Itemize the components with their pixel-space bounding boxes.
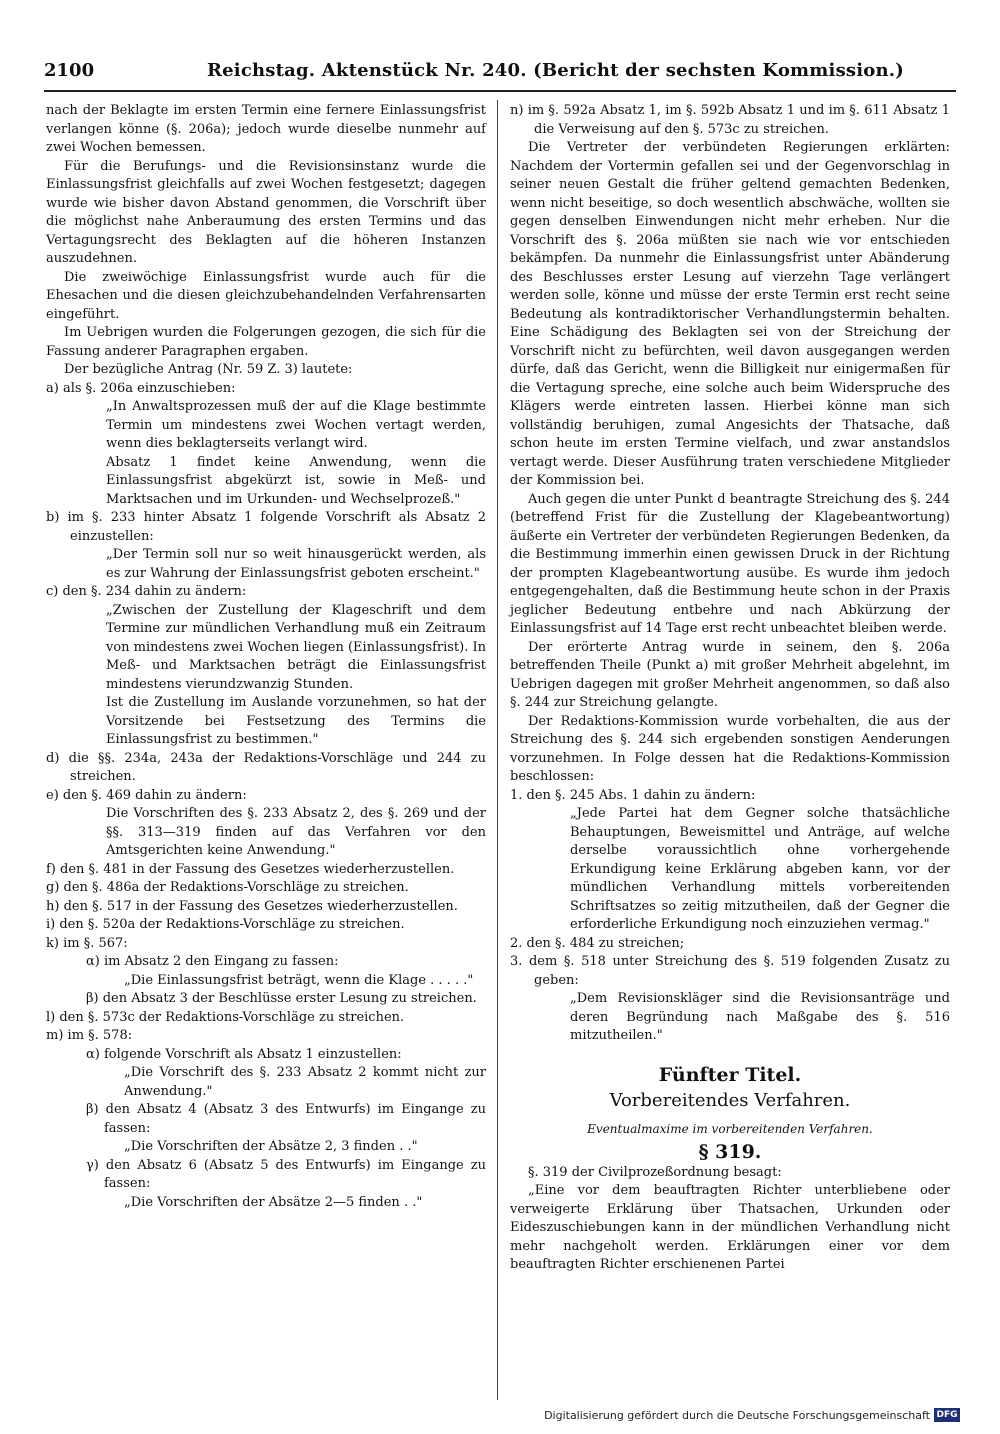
- list-item: d) die §§. 234a, 243a der Redaktions-Vorschläge und 244 zu streichen.: [46, 750, 486, 784]
- list-item: 2. den §. 484 zu streichen;: [510, 935, 685, 951]
- quote: „Die Einlassungsfrist beträgt, wenn die Klage . . . . .": [124, 972, 474, 988]
- section-number: § 319.: [698, 1140, 762, 1163]
- right-column: [510, 102, 950, 1275]
- list-item: k) im §. 567:: [46, 935, 128, 951]
- quote: „Der Termin soll nur so weit hinausgerückt werden, als es zur Wahrung der Einlassungsfrist geboten erscheint.": [106, 547, 486, 581]
- left-column: [46, 102, 486, 1212]
- list-item: i) den §. 520a der Redaktions-Vorschläge zu streichen.: [46, 917, 405, 932]
- paragraph: nach der Beklagte im ersten Termin eine fernere Einlassungsfrist verlangen könne (§. 206a); jedoch wurde dieselbe nunmehr auf zwei Wochen bemessen.: [46, 103, 486, 155]
- paragraph: Auch gegen die unter Punkt d beantragte Streichung des §. 244 (betreffend Frist für die Zustellung der Klagebeantwortung) äußerte ein Vertreter der verbündeten Regierungen Bedenken, da die Bestimmung immerhin einen gewissen Druck in der Richtung der prompten Klagebeantwortung ausübe. Es wurde ihm jedoch entgegengehalten, daß die Bestimmung heute schon in der Praxis jeglicher Bedeutung entbehre und nach Abkürzung der Einlassungsfrist auf 14 Tage erst recht unbeachtet bleiben werde.: [510, 491, 950, 636]
- list-item: 1. den §. 245 Abs. 1 dahin zu ändern:: [510, 787, 756, 803]
- running-title: Reichstag. Aktenstück Nr. 240. (Bericht der sechsten Kommission.): [207, 60, 904, 81]
- quote: „Die Vorschriften der Absätze 2, 3 finden . .": [124, 1139, 418, 1154]
- section-subtitle: Eventualmaxime im vorbereitenden Verfahren.: [587, 1121, 873, 1136]
- list-item: m) im §. 578:: [46, 1028, 133, 1043]
- sub-list-item: α) im Absatz 2 den Eingang zu fassen:: [86, 954, 339, 969]
- quote: „Die Vorschriften der Absätze 2—5 finden . .": [124, 1194, 423, 1210]
- paragraph: §. 319 der Civilprozeßordnung besagt:: [528, 1164, 782, 1180]
- column-divider: [497, 100, 498, 1400]
- title-subheading: Vorbereitendes Verfahren.: [609, 1089, 851, 1111]
- list-item: g) den §. 486a der Redaktions-Vorschläge zu streichen.: [46, 880, 409, 895]
- list-item: e) den §. 469 dahin zu ändern:: [46, 787, 247, 803]
- sub-list-item: β) den Absatz 4 (Absatz 3 des Entwurfs) im Eingange zu fassen:: [86, 1102, 486, 1136]
- header-rule: [44, 90, 956, 92]
- paragraph: „Eine vor dem beauftragten Richter unterbliebene oder verweigerte Erklärung über Thatsachen, Urkunden oder Eideszuschiebungen kann in der mündlichen Verhandlung nicht mehr nachgeholt werden. Erklärungen einer vor dem beauftragten Richter erschienenen Partei: [510, 1183, 950, 1272]
- paragraph: Die zweiwöchige Einlassungsfrist wurde auch für die Ehesachen und die diesen gleichzubehandelnden Verfahrensarten eingeführt.: [46, 269, 486, 322]
- sub-list-item: α) folgende Vorschrift als Absatz 1 einzustellen:: [86, 1046, 402, 1062]
- quote: „In Anwaltsprozessen muß der auf die Klage bestimmte Termin um mindestens zwei Wochen vertagt werden, wenn dies beklagterseits verlangt wird.: [106, 399, 486, 451]
- quote: „Jede Partei hat dem Gegner solche thatsächliche Behauptungen, Beweismittel und Anträge, auf welche derselbe voraussichtlich ohne vorhergehende Erkundigung keine Erklärung abgeben kann, vor der mündlichen Verhandlung mittels vorbereitenden Schriftsatzes so zeitig mitzutheilen, daß der Gegner die erforderliche Erkundigung noch einzuziehen vermag.": [570, 806, 950, 932]
- quote: „Dem Revisionskläger sind die Revisionsanträge und deren Begründung nach Maßgabe des §. 516 mitzutheilen.": [570, 991, 950, 1043]
- paragraph: Der bezügliche Antrag (Nr. 59 Z. 3) lautete:: [64, 362, 353, 377]
- quote: Absatz 1 findet keine Anwendung, wenn die Einlassungsfrist abgekürzt ist, sowie in Meß- und Marktsachen und im Urkunden- und Wechselprozeß.": [106, 454, 486, 507]
- list-item: b) im §. 233 hinter Absatz 1 folgende Vorschrift als Absatz 2 einzustellen:: [46, 510, 486, 544]
- paragraph: Für die Berufungs- und die Revisionsinstanz wurde die Einlassungsfrist gleichfalls auf zwei Wochen festgesetzt; dagegen wurde wie bisher davon Abstand genommen, die Vorschrift über die möglichst nahe Anberaumung des ersten Termins und das Vertagungsrecht des Beklagten auf die höheren Instanzen auszudehnen.: [46, 158, 486, 266]
- list-item: h) den §. 517 in der Fassung des Gesetzes wiederherzustellen.: [46, 898, 458, 914]
- paragraph: Die Vertreter der verbündeten Regierungen erklärten: Nachdem der Vortermin gefallen sei und der Gegenvorschlag in seiner neuen Gestalt die früher geltend gemachten Bedenken, wenn nicht beseitige, so doch wesentlich abschwäche, wollten sie gegen denselben Einwendungen nicht mehr erheben. Nur die Vorschrift des §. 206a müßten sie nach wie vor entschieden bekämpfen. Da nunmehr die Einlassungsfrist unter Abänderung des Beschlusses erster Lesung auf vierzehn Tage verlängert werden solle, könne und müsse der erste Termin erst recht seine Bedeutung als kontradiktorischer Verhandlungstermin behalten. Eine Schädigung des Beklagten sei von der Streichung der Vorschrift nicht zu befürchten, weil davon ausgegangen werden dürfe, daß das Gericht, wenn die Billigkeit nur einigermaßen für die Vertagung spreche, eine solche auch beim Widerspruche des Klägers werde eintreten lassen. Hierbei könne man sich vollständig beruhigen, zumal Angesichts der Thatsache, daß schon heute im ersten Termine vielfach, und zwar anstandslos vertagt werde. Dieser Ausführung traten verschiedene Mitglieder der Kommission bei.: [510, 140, 950, 488]
- digitization-credit: [544, 1408, 960, 1422]
- list-item: c) den §. 234 dahin zu ändern:: [46, 584, 247, 599]
- sub-list-item: γ) den Absatz 6 (Absatz 5 des Entwurfs) im Eingange zu fassen:: [86, 1157, 486, 1191]
- paragraph: Der Redaktions-Kommission wurde vorbehalten, die aus der Streichung des §. 244 sich ergebenden sonstigen Aenderungen vorzunehmen. In Folge dessen hat die Redaktions-Kommission beschlossen:: [510, 713, 950, 784]
- quote: Die Vorschriften des §. 233 Absatz 2, des §. 269 und der §§. 313—319 finden auf das Verfahren vor den Amtsgerichten keine Anwendung.": [106, 806, 486, 858]
- paragraph: Im Uebrigen wurden die Folgerungen gezogen, die sich für die Fassung anderer Paragraphen ergaben.: [46, 325, 486, 359]
- sub-list-item: β) den Absatz 3 der Beschlüsse erster Lesung zu streichen.: [86, 991, 477, 1006]
- page-header: [44, 54, 956, 88]
- footer-text: Digitalisierung gefördert durch die Deutsche Forschungsgemeinschaft: [544, 1408, 930, 1422]
- quote: „Die Vorschrift des §. 233 Absatz 2 kommt nicht zur Anwendung.": [124, 1065, 486, 1099]
- list-item: 3. dem §. 518 unter Streichung des §. 519 folgenden Zusatz zu geben:: [510, 954, 950, 988]
- list-item: n) im §. 592a Absatz 1, im §. 592b Absatz 1 und im §. 611 Absatz 1 die Verweisung auf den §. 573c zu streichen.: [510, 103, 950, 137]
- page-number: 2100: [44, 60, 95, 81]
- list-item: a) als §. 206a einzuschieben:: [46, 380, 236, 396]
- title-heading: Fünfter Titel.: [658, 1063, 802, 1086]
- list-item: l) den §. 573c der Redaktions-Vorschläge zu streichen.: [46, 1009, 405, 1025]
- list-item: f) den §. 481 in der Fassung des Gesetzes wiederherzustellen.: [46, 861, 455, 877]
- quote: Ist die Zustellung im Auslande vorzunehmen, so hat der Vorsitzende bei Festsetzung des Termins die Einlassungsfrist zu bestimmen.": [106, 695, 486, 747]
- paragraph: Der erörterte Antrag wurde in seinem, den §. 206a betreffenden Theile (Punkt a) mit großer Mehrheit abgelehnt, im Uebrigen dagegen mit großer Mehrheit angenommen, so daß also §. 244 zur Streichung gelangte.: [510, 639, 950, 710]
- dfg-logo-icon: DFG: [934, 1408, 960, 1422]
- quote: „Zwischen der Zustellung der Klageschrift und dem Termine zur mündlichen Verhandlung muß ein Zeitraum von mindestens zwei Wochen liegen (Einlassungsfrist). In Meß- und Marktsachen beträgt die Einlassungsfrist mindestens vierundzwanzig Stunden.: [106, 602, 486, 692]
